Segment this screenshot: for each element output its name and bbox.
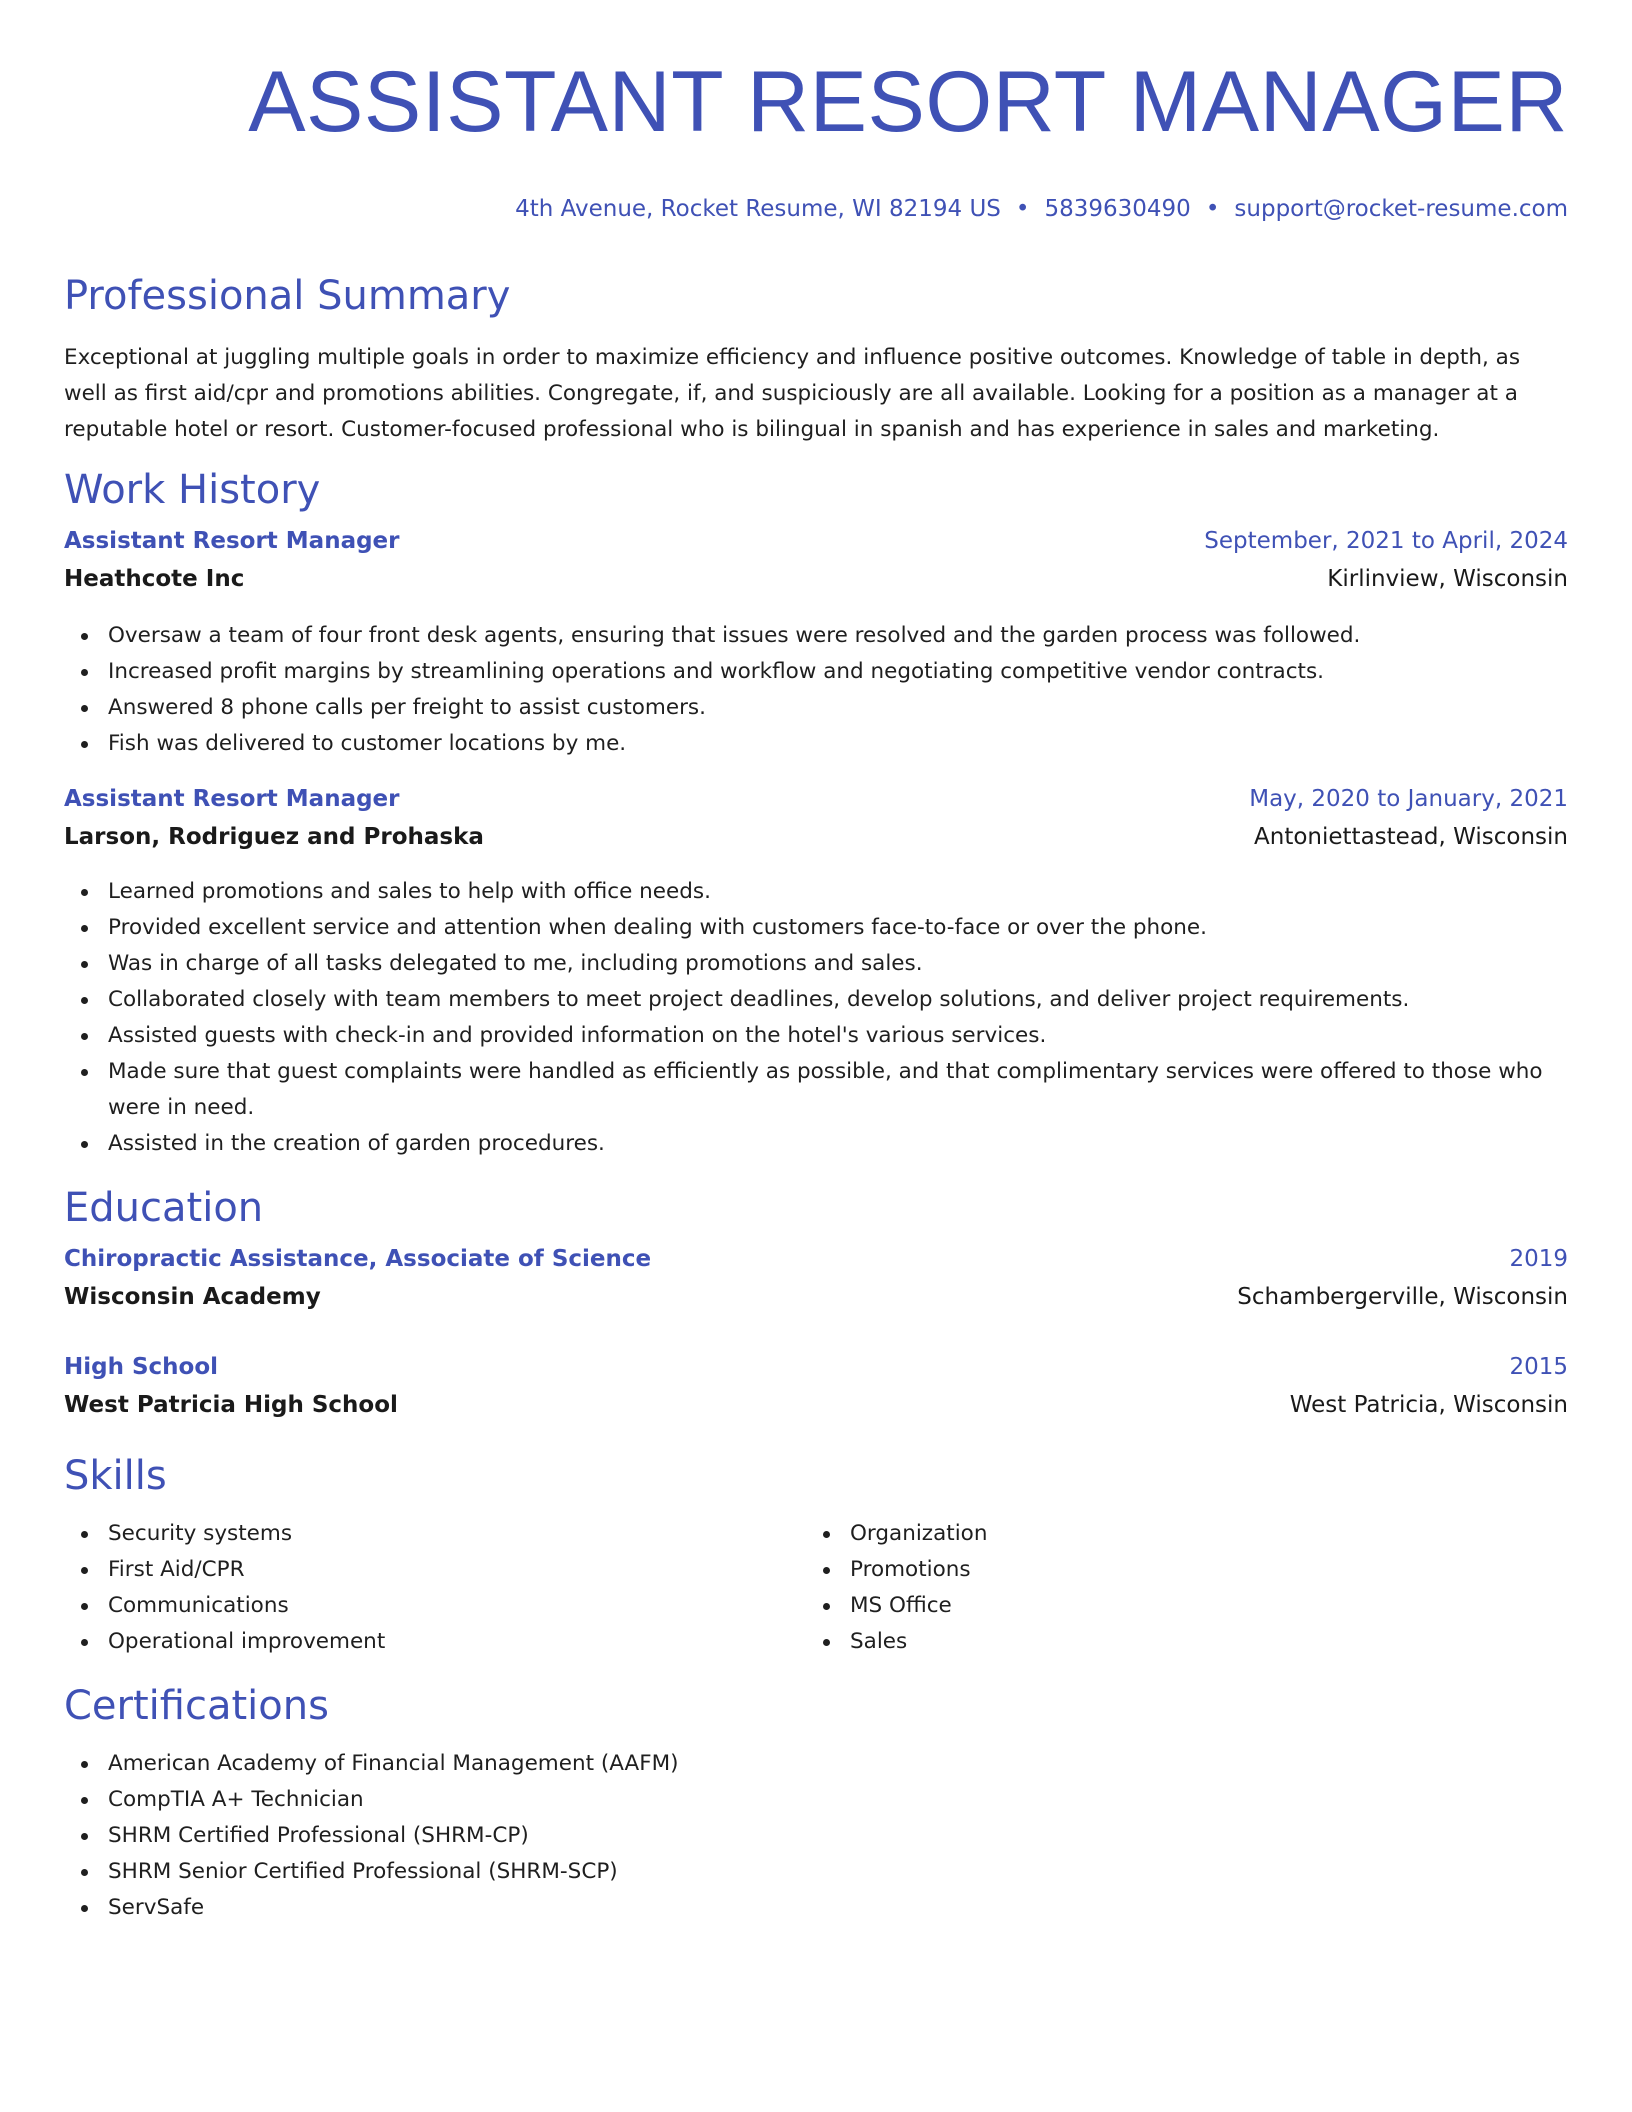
- job-company: Larson, Rodriguez and Prohaska: [64, 824, 484, 850]
- skills-list: [64, 1516, 1568, 1660]
- education-year: 2015: [1509, 1354, 1568, 1380]
- job-header-row: [64, 786, 1568, 824]
- list-item: Fish was delivered to customer locations by me.: [64, 726, 1568, 762]
- skill-item: Operational improvement: [64, 1624, 806, 1660]
- skill-item: Organization: [806, 1516, 1548, 1552]
- skill-item: MS Office: [806, 1588, 1548, 1624]
- skills-column-right: [806, 1516, 1548, 1660]
- skill-item: Communications: [64, 1588, 806, 1624]
- education-school-row: [64, 1284, 1568, 1322]
- skills-column-left: [64, 1516, 806, 1660]
- resume-page: [64, 0, 1568, 1926]
- job-dates: May, 2020 to January, 2021: [1249, 786, 1568, 812]
- education-header-row: [64, 1246, 1568, 1284]
- section-title-work: Work History: [64, 467, 321, 513]
- job-company-row: [64, 566, 1568, 604]
- education-location: Schambergerville, Wisconsin: [1237, 1284, 1568, 1310]
- job-title: Assistant Resort Manager: [64, 786, 400, 812]
- job-entry: [64, 528, 1568, 762]
- section-title-certifications: Certifications: [64, 1683, 329, 1729]
- education-school-row: [64, 1392, 1568, 1430]
- contact-email: support@rocket-resume.com: [1234, 196, 1568, 222]
- list-item: Oversaw a team of four front desk agents, ensuring that issues were resolved and the garden process was followed.: [64, 618, 1568, 654]
- job-dates: September, 2021 to April, 2024: [1204, 528, 1568, 554]
- education-location: West Patricia, Wisconsin: [1289, 1392, 1568, 1418]
- education-entry: [64, 1354, 1568, 1430]
- job-location: Antoniettastead, Wisconsin: [1254, 824, 1568, 850]
- summary-text: Exceptional at juggling multiple goals in order to maximize efficiency and influence positive outcomes. Knowledge of table in depth, as well as first aid/cpr and promotions abilities. Congregate, if, and suspiciously are all available. Looking for a position as a manager at a reputable hotel or resort. Customer-focused professional who is bilingual in spanish and has experience in sales and marketing.: [64, 345, 1521, 442]
- education-school: West Patricia High School: [64, 1392, 398, 1418]
- contact-separator: •: [1015, 196, 1030, 222]
- list-item: Assisted guests with check-in and provided information on the hotel's various services.: [64, 1018, 1568, 1054]
- certification-item: SHRM Certified Professional (SHRM-CP): [64, 1818, 1568, 1854]
- skill-item: Security systems: [64, 1516, 806, 1552]
- job-title: Assistant Resort Manager: [64, 528, 400, 554]
- education-school: Wisconsin Academy: [64, 1284, 321, 1310]
- list-item: Learned promotions and sales to help with office needs.: [64, 874, 1568, 910]
- job-company-row: [64, 824, 1568, 862]
- education-year: 2019: [1509, 1246, 1568, 1272]
- education-degree: Chiropractic Assistance, Associate of Science: [64, 1246, 652, 1272]
- contact-phone: 5839630490: [1044, 196, 1191, 222]
- education-degree: High School: [64, 1354, 219, 1380]
- skill-item: Sales: [806, 1624, 1548, 1660]
- job-bullets: [64, 618, 1568, 762]
- contact-separator: •: [1205, 196, 1220, 222]
- skill-item: First Aid/CPR: [64, 1552, 806, 1588]
- certification-item: ServSafe: [64, 1890, 1568, 1926]
- job-entry: [64, 786, 1568, 1162]
- certification-item: SHRM Senior Certified Professional (SHRM-SCP): [64, 1854, 1568, 1890]
- job-header-row: [64, 528, 1568, 566]
- section-title-summary: Professional Summary: [64, 273, 511, 319]
- contact-line: [64, 194, 1568, 224]
- section-title-education: Education: [64, 1185, 264, 1231]
- list-item: Increased profit margins by streamlining operations and workflow and negotiating competitive vendor contracts.: [64, 654, 1568, 690]
- list-item: Assisted in the creation of garden procedures.: [64, 1126, 1568, 1162]
- resume-name: ASSISTANT RESORT MANAGER: [248, 54, 1568, 150]
- contact-address: 4th Avenue, Rocket Resume, WI 82194 US: [515, 196, 1001, 222]
- job-company: Heathcote Inc: [64, 566, 245, 592]
- certification-item: CompTIA A+ Technician: [64, 1782, 1568, 1818]
- education-entry: [64, 1246, 1568, 1322]
- list-item: Provided excellent service and attention when dealing with customers face-to-face or over the phone.: [64, 910, 1568, 946]
- list-item: Made sure that guest complaints were handled as efficiently as possible, and that complimentary services were offered to those who were in need.: [64, 1054, 1568, 1126]
- certifications-list: [64, 1746, 1568, 1926]
- list-item: Was in charge of all tasks delegated to me, including promotions and sales.: [64, 946, 1568, 982]
- list-item: Collaborated closely with team members to meet project deadlines, develop solutions, and deliver project requirements.: [64, 982, 1568, 1018]
- job-location: Kirlinview, Wisconsin: [1327, 566, 1568, 592]
- job-bullets: [64, 874, 1568, 1162]
- certification-item: American Academy of Financial Management (AAFM): [64, 1746, 1568, 1782]
- skill-item: Promotions: [806, 1552, 1548, 1588]
- list-item: Answered 8 phone calls per freight to assist customers.: [64, 690, 1568, 726]
- section-title-skills: Skills: [64, 1453, 167, 1499]
- education-header-row: [64, 1354, 1568, 1392]
